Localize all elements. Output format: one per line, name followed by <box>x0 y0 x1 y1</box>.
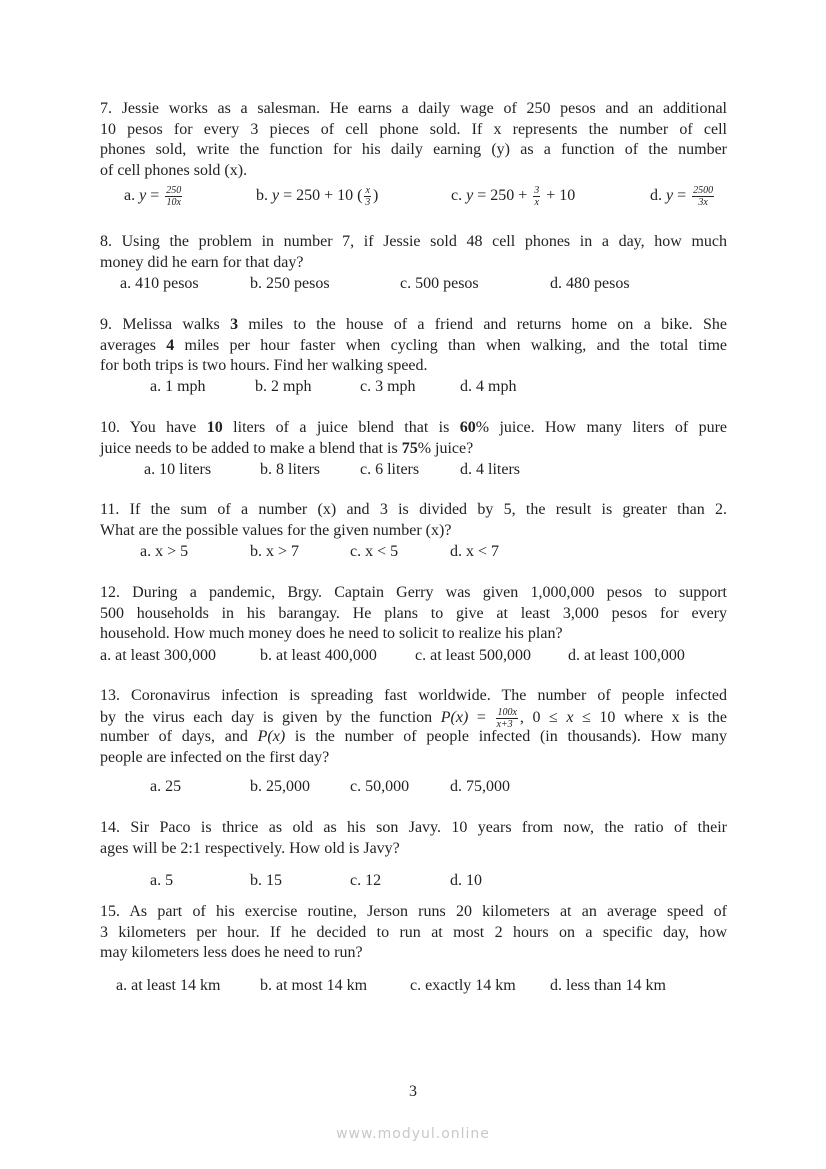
question-10 <box>100 418 727 459</box>
text-segment: ) <box>372 187 379 205</box>
text-segment: c. 50,000 <box>350 778 410 795</box>
question-text-line <box>100 583 727 604</box>
option-b <box>250 870 282 892</box>
text-segment: liters of a juice blend that is <box>222 419 460 436</box>
text-segment: 9. Melissa walks <box>100 316 231 333</box>
answer-options <box>0 459 826 481</box>
text-segment: d. 4 liters <box>460 461 520 478</box>
text-segment: for both trips is two hours. Find her walking speed. <box>100 357 428 375</box>
option-c <box>400 273 479 295</box>
text-segment: a. at least 14 km <box>116 977 221 994</box>
text-segment: a. 5 <box>150 872 174 889</box>
text-segment: d. 4 mph <box>460 378 517 395</box>
question-text-line <box>100 604 727 625</box>
option-a <box>150 376 206 398</box>
text-segment: b. 250 pesos <box>250 275 330 292</box>
fraction-numerator: 100x <box>497 706 517 718</box>
question-text-line <box>100 500 727 521</box>
text-segment: b. at most 14 km <box>260 977 368 994</box>
text-segment: c. 3 mph <box>360 378 416 395</box>
question-text-line <box>100 356 727 377</box>
answer-options <box>0 645 826 667</box>
option-c <box>350 776 409 798</box>
bold-text: 60 <box>459 419 476 436</box>
text-segment: money did he earn for that day? <box>100 253 304 271</box>
answer-options <box>0 185 826 207</box>
text-segment: y <box>666 187 674 205</box>
text-segment: d. x < 7 <box>450 543 500 560</box>
option-b <box>250 273 330 295</box>
answer-options <box>0 870 826 892</box>
text-segment: 13. Coronavirus infection is spreading fast worldwide. The number of people infected <box>100 687 727 704</box>
question-text-line <box>100 748 727 769</box>
text-segment: P(x) <box>440 708 469 726</box>
fraction <box>165 185 182 208</box>
text-segment: ≤ 10 where x is the <box>573 708 727 726</box>
option-b <box>260 459 320 481</box>
fraction-numerator: x <box>365 185 370 196</box>
text-segment: 3 kilometers per hour. If he decided to run at most 2 hours on a specific day, how <box>100 923 727 941</box>
text-segment: % juice. How many liters of pure <box>475 419 727 436</box>
text-segment: people are infected on the first day? <box>100 749 330 767</box>
answer-options <box>0 376 826 398</box>
text-segment: c. x < 5 <box>350 543 399 560</box>
question-7 <box>100 99 727 182</box>
question-12 <box>100 583 727 645</box>
option-a <box>140 541 188 563</box>
text-segment: d. 75,000 <box>450 778 510 795</box>
option-c <box>410 975 516 997</box>
text-segment: a. 10 liters <box>144 461 212 478</box>
question-text-line <box>100 253 727 274</box>
option-a <box>150 870 173 892</box>
option-c <box>350 541 398 563</box>
question-text-line <box>100 120 727 141</box>
option-d <box>450 776 510 798</box>
option-b <box>255 376 311 398</box>
question-text-line <box>100 99 727 120</box>
text-segment: c. at least 500,000 <box>415 647 531 664</box>
option-a <box>144 459 211 481</box>
text-segment: miles per hour faster when cycling than when walking, and the total time <box>174 336 727 354</box>
fraction-numerator: 3 <box>534 185 540 196</box>
option-b <box>260 645 377 667</box>
text-segment: may kilometers less does he need to run? <box>100 944 363 962</box>
fraction-denominator: 3 <box>365 197 371 208</box>
option-d <box>550 273 630 295</box>
text-segment: b. x > 7 <box>250 543 300 560</box>
text-segment: b. 2 mph <box>255 378 312 395</box>
option-b <box>256 185 378 208</box>
text-segment: is the number of people infected (in thousands). How many <box>285 728 727 746</box>
text-segment: by the virus each day is given by the function <box>100 708 441 726</box>
answer-options <box>0 776 826 798</box>
watermark: www.modyul.online <box>336 1126 490 1142</box>
option-c <box>451 185 575 208</box>
option-a <box>120 273 199 295</box>
text-segment: number of days, and <box>100 728 258 746</box>
question-14 <box>100 818 727 859</box>
question-text-line <box>100 161 727 182</box>
text-segment: = <box>673 187 691 205</box>
question-text-line <box>100 839 727 860</box>
fraction <box>692 185 714 208</box>
question-text-line <box>100 707 727 728</box>
text-segment: c. 6 liters <box>360 461 420 478</box>
question-text-line <box>100 336 727 357</box>
question-text-line <box>100 902 727 923</box>
text-segment: a. 1 mph <box>150 378 206 395</box>
question-text-line <box>100 943 727 964</box>
text-segment: y <box>466 187 474 205</box>
text-segment: d. 480 pesos <box>550 275 630 292</box>
text-segment: c. <box>451 187 467 205</box>
fraction <box>364 185 370 208</box>
text-segment: 11. If the sum of a number (x) and 3 is divided by 5, the result is greater than 2. <box>100 501 727 518</box>
question-text-line <box>100 818 727 839</box>
text-segment: a. 25 <box>150 778 182 795</box>
text-segment: d. 10 <box>450 872 482 889</box>
bold-text: 75 <box>401 439 418 457</box>
text-segment: 7. Jessie works as a salesman. He earns a daily wage of 250 pesos and an additional <box>100 100 727 117</box>
text-segment: a. <box>124 187 140 205</box>
fraction-denominator: 3x <box>698 197 708 208</box>
page-number: 3 <box>409 1083 417 1100</box>
text-segment: , 0 ≤ <box>519 708 567 726</box>
text-segment: 15. As part of his exercise routine, Jerson runs 20 kilometers at an average speed of <box>100 903 727 920</box>
option-a <box>124 185 184 208</box>
fraction <box>496 707 517 728</box>
bold-text: 3 <box>230 316 239 333</box>
option-d <box>460 376 516 398</box>
question-text-line <box>100 521 727 542</box>
option-b <box>250 541 299 563</box>
option-c <box>360 376 416 398</box>
text-segment: juice needs to be added to make a blend that is <box>100 439 402 457</box>
text-segment: P(x) <box>257 728 286 746</box>
text-segment: = 250 + <box>473 187 532 205</box>
question-9 <box>100 315 727 377</box>
option-c <box>360 459 419 481</box>
bold-text: 4 <box>166 336 175 354</box>
text-segment: 8. Using the problem in number 7, if Jessie sold 48 cell phones in a day, how much <box>100 233 727 250</box>
text-segment: = 250 + 10 ( <box>279 187 363 205</box>
option-b <box>250 776 310 798</box>
text-segment: 12. During a pandemic, Brgy. Captain Gerry was given 1,000,000 pesos to support <box>100 584 727 601</box>
fraction-numerator: 250 <box>166 185 182 196</box>
answer-options <box>0 975 826 997</box>
bold-text: 10 <box>206 419 223 436</box>
fraction-denominator: x <box>534 197 539 208</box>
question-text-line <box>100 624 727 645</box>
question-text-line <box>100 727 727 748</box>
text-segment: a. at least 300,000 <box>100 647 216 664</box>
text-segment: c. exactly 14 km <box>410 977 516 994</box>
option-a <box>116 975 220 997</box>
text-segment: ages will be 2:1 respectively. How old is Javy? <box>100 839 400 857</box>
text-segment: a. x > 5 <box>140 543 189 560</box>
text-segment: household. How much money does he need to solicit to realize his plan? <box>100 625 563 643</box>
question-text-line <box>100 686 727 707</box>
option-d <box>460 459 520 481</box>
text-segment: phones sold, write the function for his daily earning (y) as a function of the number <box>100 141 727 159</box>
option-a <box>150 776 181 798</box>
question-text-line <box>100 418 727 439</box>
text-segment: c. 12 <box>350 872 382 889</box>
text-segment: 10. You have <box>100 419 207 436</box>
text-segment: a. 410 pesos <box>120 275 199 292</box>
text-segment: + 10 <box>542 187 576 205</box>
text-segment: d. at least 100,000 <box>568 647 685 664</box>
fraction-numerator: 2500 <box>693 185 714 196</box>
answer-options <box>0 541 826 563</box>
text-segment: y <box>272 187 280 205</box>
text-segment: miles to the house of a friend and returns home on a bike. She <box>238 316 727 333</box>
text-segment: 500 households in his barangay. He plans to give at least 3,000 pesos for every <box>100 604 727 622</box>
fraction <box>533 185 540 208</box>
option-d <box>650 185 716 208</box>
question-text-line <box>100 140 727 161</box>
question-text-line <box>100 439 727 460</box>
question-text-line <box>100 315 727 336</box>
option-c <box>415 645 531 667</box>
option-d <box>550 975 666 997</box>
text-segment: = <box>146 187 164 205</box>
question-8 <box>100 232 727 273</box>
text-segment: averages <box>100 336 167 354</box>
text-segment: x <box>566 708 574 726</box>
text-segment: d. <box>650 187 666 205</box>
answer-options <box>0 273 826 295</box>
question-15 <box>100 902 727 964</box>
question-11 <box>100 500 727 541</box>
text-segment: b. 15 <box>250 872 282 889</box>
text-segment: d. less than 14 km <box>550 977 666 994</box>
option-c <box>350 870 381 892</box>
fraction-denominator: x+3 <box>496 718 513 728</box>
text-segment: = <box>468 708 495 726</box>
option-d <box>568 645 685 667</box>
text-segment: 14. Sir Paco is thrice as old as his son Javy. 10 years from now, the ratio of their <box>100 819 727 836</box>
question-text-line <box>100 923 727 944</box>
fraction-denominator: 10x <box>166 197 181 208</box>
text-segment: b. 25,000 <box>250 778 310 795</box>
text-segment: y <box>139 187 147 205</box>
option-d <box>450 541 499 563</box>
text-segment: 10 pesos for every 3 pieces of cell phone sold. If x represents the number of cell <box>100 120 727 138</box>
text-segment: b. <box>256 187 272 205</box>
text-segment: b. 8 liters <box>260 461 320 478</box>
text-segment: c. 500 pesos <box>400 275 479 292</box>
question-13 <box>100 686 727 769</box>
option-a <box>100 645 216 667</box>
option-d <box>450 870 482 892</box>
text-segment: of cell phones sold (x). <box>100 162 248 180</box>
text-segment: b. at least 400,000 <box>260 647 377 664</box>
text-segment: % juice? <box>417 439 474 457</box>
question-text-line <box>100 232 727 253</box>
option-b <box>260 975 367 997</box>
text-segment: What are the possible values for the given number (x)? <box>100 521 452 539</box>
